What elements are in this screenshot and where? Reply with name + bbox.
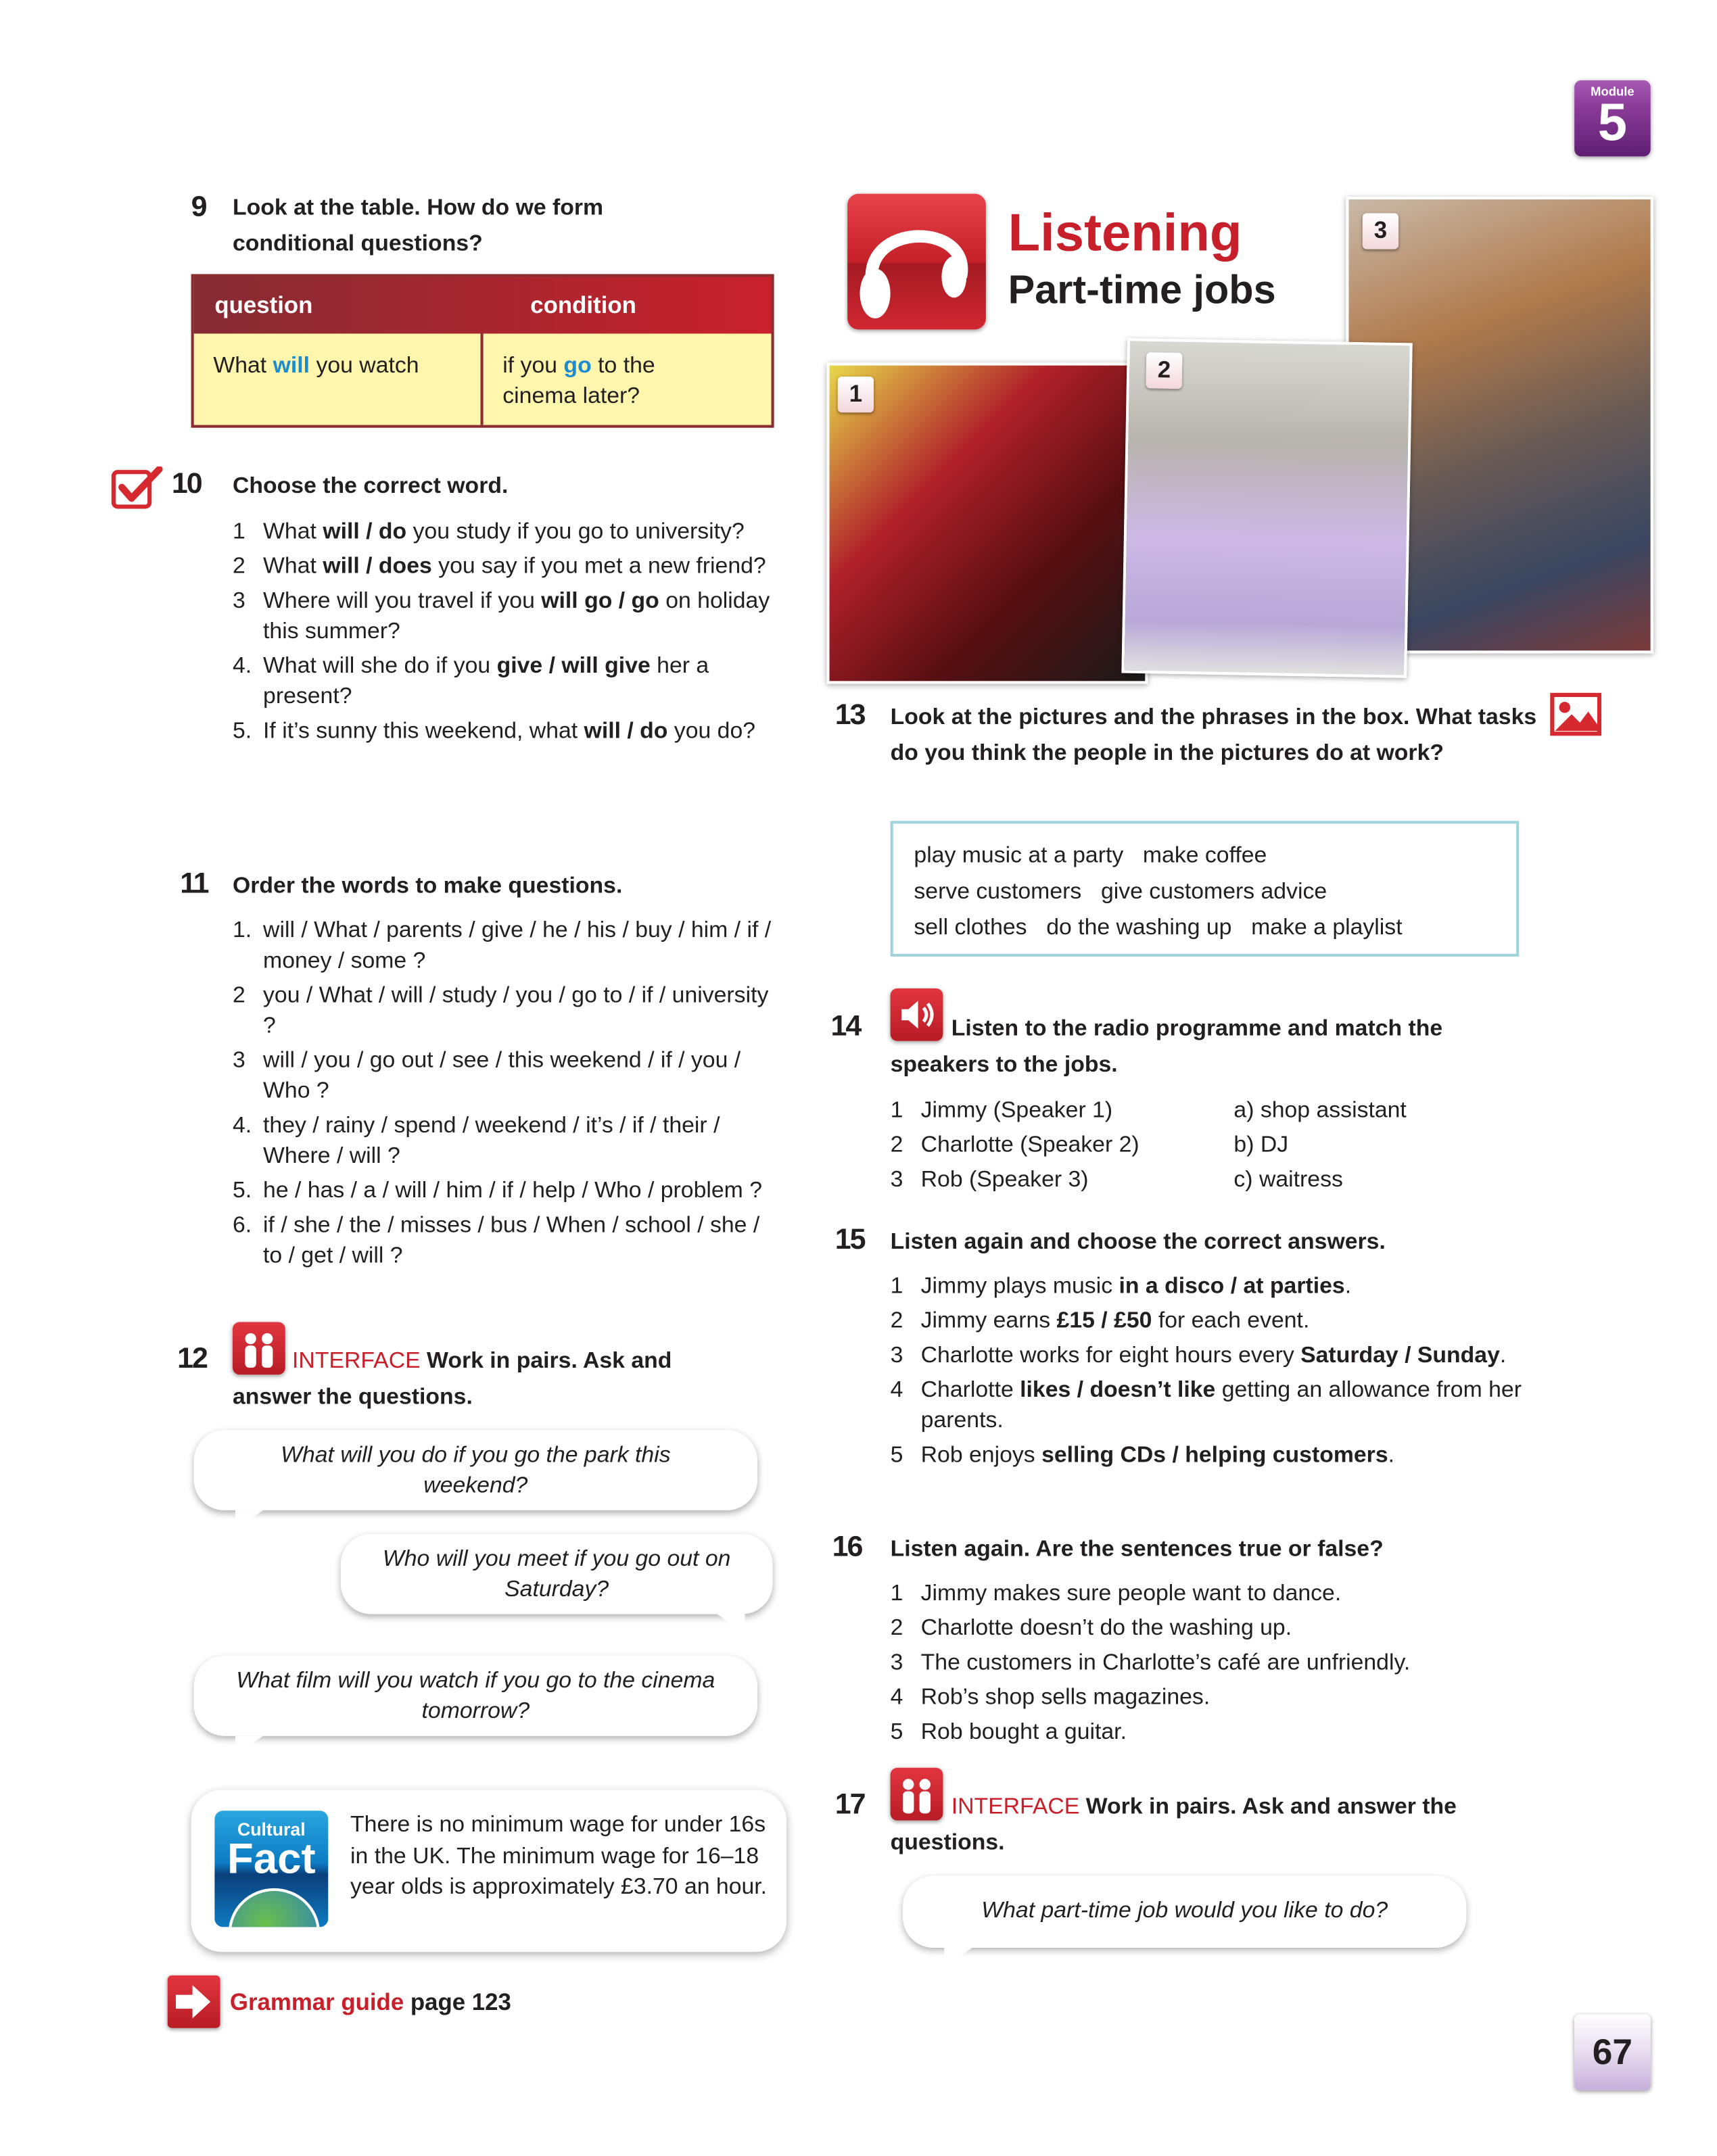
phrase: sell clothes (914, 915, 1027, 940)
exercise-17-number: 17 (834, 1788, 865, 1821)
highlight-will: will (273, 353, 310, 378)
item-text: The customers in Charlotte’s café are unfriendly. (920, 1650, 1411, 1675)
answer-options: give / will give (496, 653, 651, 679)
highlight-go: go (563, 353, 592, 378)
item-number: 1 (890, 1581, 903, 1606)
exercise-15-list (891, 1271, 1528, 1475)
badge-fact: Fact (227, 1834, 316, 1883)
list-item (891, 1648, 1528, 1678)
item-number: 5 (890, 1719, 903, 1744)
item-text: Charlotte works for eight hours every (920, 1343, 1301, 1368)
item-text: getting an allowance from her parents. (920, 1377, 1522, 1433)
item-number: 5 (890, 1442, 903, 1468)
item-text: her a present? (263, 653, 709, 709)
module-badge (1574, 80, 1651, 157)
item-number: 5. (232, 718, 252, 744)
text: if you (502, 353, 564, 378)
item-text: Rob enjoys (920, 1442, 1042, 1468)
item-text: Charlotte (Speaker 2) (920, 1132, 1139, 1157)
item-text: on holiday this summer? (263, 588, 770, 644)
list-item (891, 1340, 1528, 1370)
answer-options: will / does (323, 554, 432, 579)
exercise-15-instruction: Listen again and choose the correct answers. (890, 1229, 1386, 1255)
item-number: 1 (890, 1273, 903, 1299)
globe-icon (229, 1888, 320, 1927)
photo-label-3: 3 (1363, 213, 1398, 249)
photo-waitress (1121, 338, 1412, 678)
speaker-item (891, 1094, 1223, 1128)
item-text: you do? (667, 718, 756, 744)
header-question: question (214, 292, 313, 318)
list-item (233, 915, 776, 976)
list-item (233, 1210, 776, 1271)
bubble-text: What film will you watch if you go to the cinema tomorrow? (236, 1668, 715, 1724)
exercise-11-instruction: Order the words to make questions. (232, 873, 623, 899)
item-number: 4. (232, 653, 252, 679)
item-number: 3 (890, 1650, 903, 1675)
item-text: Charlotte (920, 1377, 1020, 1403)
item-number: 3 (232, 1048, 245, 1073)
table-header (194, 277, 772, 334)
phrase: serve customers (914, 879, 1082, 905)
job-item: c) waitress (1233, 1167, 1343, 1192)
item-number: 2 (890, 1308, 903, 1333)
conditional-table (191, 274, 774, 427)
item-text: Charlotte doesn’t do the washing up. (920, 1615, 1292, 1641)
list-item (233, 585, 776, 646)
answer-options: in a disco / at parties (1119, 1273, 1345, 1299)
item-number: 5. (232, 1178, 252, 1203)
item-text: for each event. (1152, 1308, 1310, 1333)
photo-dj (826, 362, 1148, 684)
answer-options: £15 / £50 (1056, 1308, 1152, 1333)
bubble-text: What will you do if you go the park this weekend? (281, 1442, 671, 1498)
item-number: 4. (232, 1113, 252, 1139)
speech-bubble-2 (341, 1534, 773, 1614)
list-item (891, 1578, 1528, 1608)
phrase: make coffee (1142, 842, 1267, 868)
answer-options: likes / doesn’t like (1020, 1377, 1216, 1403)
item-number: 1. (232, 917, 252, 943)
item-text: Rob (Speaker 3) (920, 1167, 1089, 1192)
exercise-15-number: 15 (834, 1224, 865, 1256)
text: to the cinema later? (502, 353, 655, 409)
list-item (233, 1110, 776, 1171)
answer-options: will / do (584, 718, 668, 744)
item-text: Jimmy (Speaker 1) (920, 1097, 1113, 1123)
photo-label-2: 2 (1146, 352, 1182, 389)
item-number: 2 (232, 554, 245, 579)
item-text: What (263, 554, 323, 579)
module-label: Module (1591, 84, 1634, 99)
jobs-list (1233, 1094, 1511, 1198)
item-text: Jimmy earns (920, 1308, 1057, 1333)
item-text: Rob bought a guitar. (920, 1719, 1127, 1744)
item-text: Where will you travel if you (263, 588, 542, 614)
list-item (891, 1440, 1528, 1470)
item-text: you say if you met a new friend? (431, 554, 766, 579)
item-text: they / rainy / spend / weekend / it’s / if / their / Where / will ? (263, 1113, 720, 1169)
picture-icon (1549, 692, 1602, 744)
phrase: play music at a party (914, 842, 1124, 868)
exercise-11-number: 11 (180, 867, 208, 900)
list-item (891, 1271, 1528, 1301)
item-number: 4 (890, 1377, 903, 1403)
phrase-box (891, 821, 1520, 957)
item-text: . (1388, 1442, 1395, 1468)
item-number: 2 (232, 982, 245, 1008)
bubble-text: What part-time job would you like to do? (981, 1898, 1388, 1923)
speech-bubble-3 (194, 1656, 757, 1736)
list-item (233, 551, 776, 581)
instruction-text: Work in pairs. Ask and answer the questions. (890, 1794, 1457, 1855)
list-item (891, 1612, 1528, 1643)
exercise-12-instruction (233, 1343, 731, 1414)
exercise-9-number: 9 (191, 191, 206, 223)
item-text: he / has / a / will / him / if / help / Who / problem ? (263, 1178, 763, 1203)
text: you watch (310, 353, 419, 378)
cell-condition (484, 333, 772, 425)
answer-options: will / do (323, 519, 407, 544)
item-text: Jimmy makes sure people want to dance. (920, 1581, 1342, 1606)
grammar-guide-label: Grammar guide (229, 1989, 404, 2016)
item-number: 1 (232, 519, 245, 544)
exercise-9-instruction: Look at the table. How do we form conditional questions? (232, 195, 604, 256)
list-item (233, 1045, 776, 1106)
interface-tag: INTERFACE (292, 1348, 421, 1374)
item-text: you / What / will / study / you / go to / if / university ? (263, 982, 769, 1038)
exercise-16-number: 16 (832, 1531, 862, 1563)
speaker-item (891, 1163, 1223, 1197)
speech-bubble-17 (903, 1875, 1466, 1947)
answer-options: Saturday / Sunday (1300, 1343, 1500, 1368)
exercise-13-instruction: Look at the pictures and the phrases in the box. What tasks do you think the people in the pictures do at work? (890, 704, 1537, 766)
section-title: Listening (1008, 205, 1242, 264)
list-item (233, 716, 776, 746)
item-text: you study if you go to university? (406, 519, 745, 544)
speakers-list (891, 1094, 1223, 1198)
phrase: give customers advice (1100, 879, 1327, 905)
cultural-fact-text: There is no minimum wage for under 16s in the UK. The minimum wage for 16–18 year olds is approximately £3.70 an hour. (350, 1812, 768, 1900)
item-text: . (1344, 1273, 1352, 1299)
badge-cultural: Cultural (237, 1819, 306, 1840)
exercise-14-instruction: Listen to the radio programme and match the speakers to the jobs. (890, 1015, 1443, 1078)
module-number: 5 (1597, 94, 1628, 153)
speech-bubble-1 (194, 1430, 757, 1510)
exercise-12-number: 12 (177, 1343, 207, 1375)
cultural-fact-badge (214, 1811, 328, 1927)
interface-tag: INTERFACE (951, 1794, 1080, 1819)
speaker-item (891, 1128, 1223, 1163)
list-item (891, 1682, 1528, 1712)
list-item (233, 650, 776, 711)
item-text: if / she / the / misses / bus / When / school / she / to / get / will ? (263, 1212, 760, 1268)
exercise-11-list (233, 915, 776, 1274)
answer-options: will go / go (541, 588, 659, 614)
exercise-10-number: 10 (171, 468, 202, 500)
bubble-text: Who will you meet if you go out on Saturday? (382, 1546, 731, 1602)
item-number: 3 (232, 588, 245, 614)
grammar-guide-page: page 123 (404, 1989, 511, 2016)
page-number: 67 (1574, 2014, 1651, 2090)
exercise-14-number: 14 (830, 1010, 861, 1043)
item-number: 3 (890, 1343, 903, 1368)
item-text: Jimmy plays music (920, 1273, 1119, 1299)
checkbox-icon (111, 466, 156, 508)
grammar-guide-text (230, 1989, 511, 2017)
item-number: 2 (890, 1615, 903, 1641)
item-text: . (1499, 1343, 1507, 1368)
item-number: 2 (890, 1132, 903, 1157)
exercise-10-list (233, 517, 776, 750)
item-number: 6. (232, 1212, 252, 1238)
item-text: What (263, 519, 323, 544)
instruction-text: Work in pairs. Ask and answer the questions. (232, 1348, 672, 1410)
answer-options: selling CDs / helping customers (1041, 1442, 1388, 1468)
item-text: What will she do if you (263, 653, 497, 679)
item-number: 3 (890, 1167, 903, 1192)
arrow-right-icon (168, 1975, 220, 2028)
exercise-17-instruction (891, 1788, 1513, 1860)
list-item (233, 517, 776, 547)
exercise-10-instruction: Choose the correct word. (232, 473, 509, 499)
exercise-16-instruction: Listen again. Are the sentences true or false? (890, 1536, 1384, 1562)
item-text: If it’s sunny this weekend, what (263, 718, 584, 744)
item-text: Rob’s shop sells magazines. (920, 1684, 1210, 1710)
photo-label-1: 1 (838, 377, 874, 412)
item-number: 4 (890, 1684, 903, 1710)
item-text: will / What / parents / give / he / his / buy / him / if / money / some ? (263, 917, 772, 974)
item-text: will / you / go out / see / this weekend / if / you / Who ? (263, 1048, 741, 1103)
list-item (233, 980, 776, 1041)
text: What (213, 353, 273, 378)
list-item (891, 1305, 1528, 1336)
list-item (233, 1175, 776, 1205)
list-item (891, 1374, 1528, 1435)
list-item (891, 1717, 1528, 1747)
exercise-13-number: 13 (834, 699, 865, 732)
job-item: b) DJ (1233, 1132, 1289, 1157)
section-subtitle: Part-time jobs (1008, 268, 1276, 313)
job-item: a) shop assistant (1233, 1097, 1407, 1123)
cell-question (194, 333, 484, 425)
headphones-icon (847, 194, 986, 330)
phrase: make a playlist (1251, 915, 1403, 940)
header-condition: condition (530, 292, 636, 318)
item-number: 1 (890, 1097, 903, 1123)
phrase: do the washing up (1046, 915, 1232, 940)
exercise-16-list (891, 1578, 1528, 1751)
cultural-fact-box (191, 1790, 786, 1953)
